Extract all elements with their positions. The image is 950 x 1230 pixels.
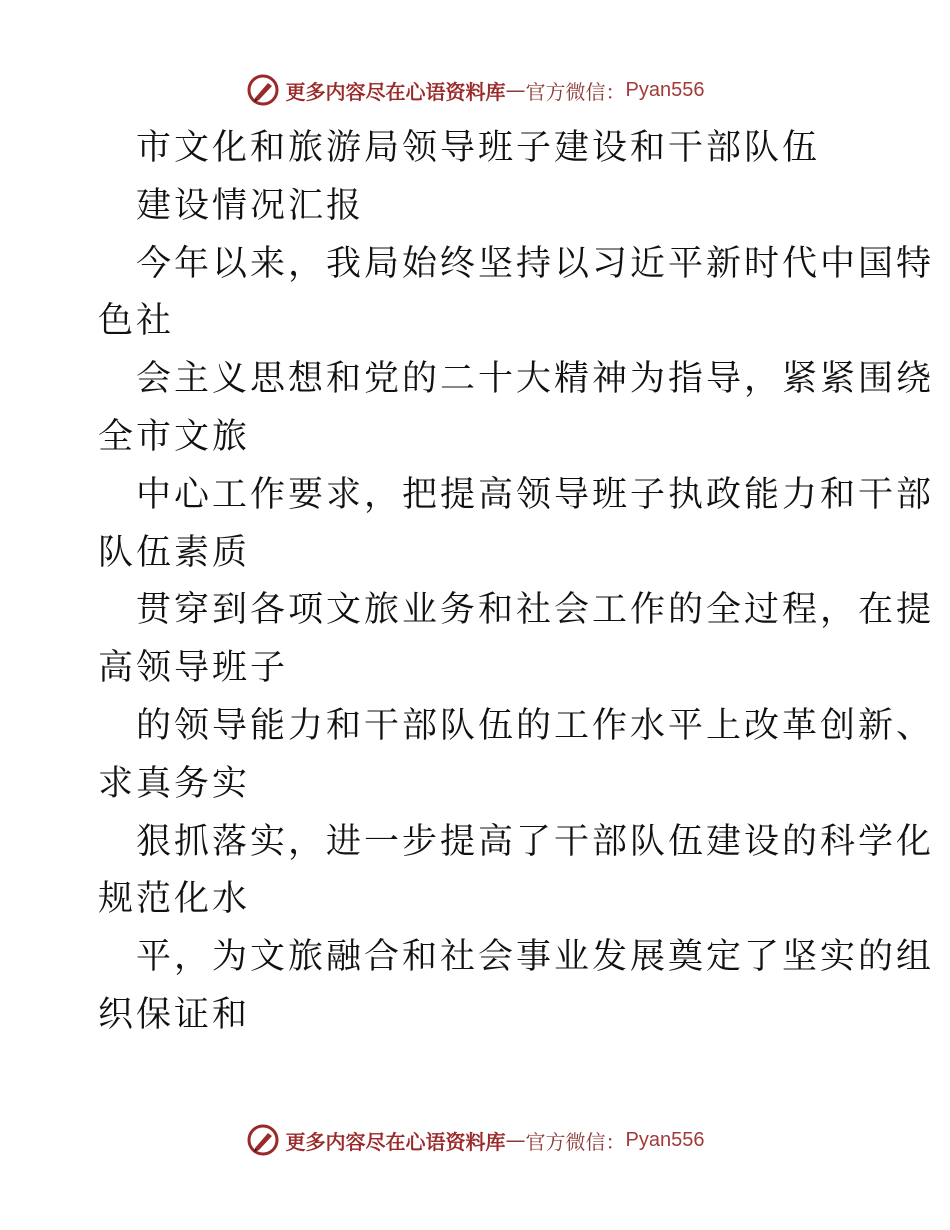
banner-dash: — xyxy=(505,78,526,102)
banner-dash: — xyxy=(505,1128,526,1152)
pen-logo-icon xyxy=(246,1123,280,1157)
text-line: 贯穿到各项文旅业务和社会工作的全过程，在提 xyxy=(136,590,935,631)
banner-brand-text: 更多内容尽在心语资料库 xyxy=(285,79,506,104)
text-line: 的领导能力和干部队伍的工作水平上改革创新、 xyxy=(136,705,935,746)
banner-wechat-id: Pyan556 xyxy=(625,78,705,101)
text-line: 色社 xyxy=(98,301,175,342)
document-body xyxy=(98,120,935,1045)
text-line: 队伍素质 xyxy=(98,532,251,573)
pen-logo-icon xyxy=(246,73,280,107)
text-line: 市文化和旅游局领导班子建设和干部队伍 xyxy=(136,128,821,168)
text-line: 织保证和 xyxy=(98,994,251,1035)
text-line: 狠抓落实，进一步提高了干部队伍建设的科学化 xyxy=(136,821,935,862)
banner-brand-text: 更多内容尽在心语资料库 xyxy=(285,1129,506,1154)
text-line: 中心工作要求，把提高领导班子执政能力和干部 xyxy=(136,474,935,515)
text-line: 今年以来，我局始终坚持以习近平新时代中国特 xyxy=(136,243,935,284)
banner-wechat-id: Pyan556 xyxy=(625,1128,705,1151)
header-banner xyxy=(0,68,950,112)
text-line: 高领导班子 xyxy=(98,648,289,689)
banner-wechat-label: 官方微信： xyxy=(525,79,626,104)
text-line: 求真务实 xyxy=(98,763,251,804)
banner-wechat-label: 官方微信： xyxy=(525,1129,626,1154)
footer-banner xyxy=(0,1118,950,1162)
text-line: 建设情况汇报 xyxy=(136,185,365,226)
text-line: 规范化水 xyxy=(98,879,251,920)
text-line: 全市文旅 xyxy=(98,416,251,457)
text-line: 会主义思想和党的二十大精神为指导，紧紧围绕 xyxy=(136,359,935,400)
text-line: 平，为文旅融合和社会事业发展奠定了坚实的组 xyxy=(136,937,935,978)
